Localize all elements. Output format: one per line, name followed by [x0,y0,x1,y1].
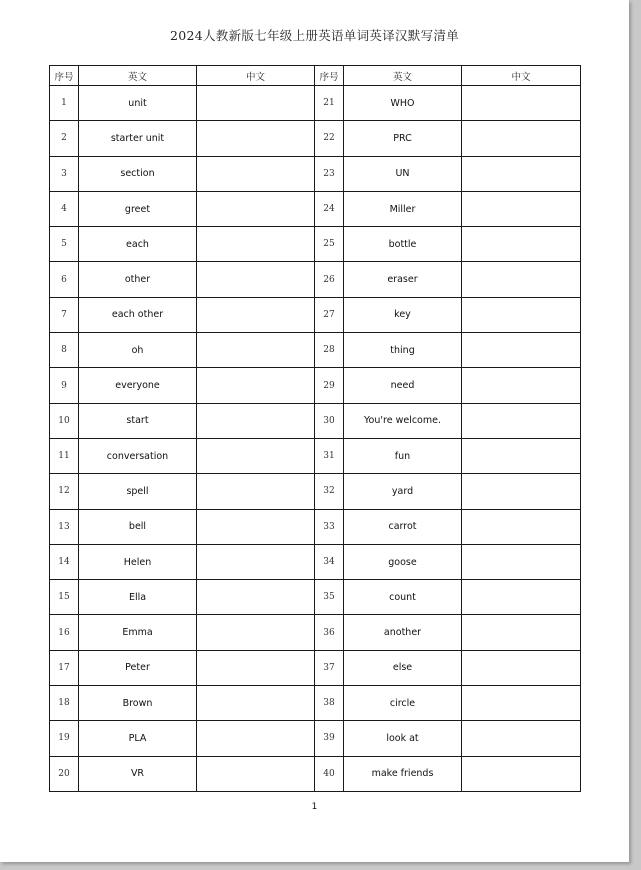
row-number: 33 [315,509,344,544]
row-number: 37 [315,650,344,685]
row-number: 23 [315,156,344,191]
english-word: Miller [344,191,462,226]
english-word: else [344,650,462,685]
english-word: section [79,156,197,191]
chinese-answer-cell[interactable] [462,721,581,756]
table-body [50,86,581,792]
row-number: 30 [315,403,344,438]
english-word: Ella [79,580,197,615]
table-header-row [50,66,581,86]
english-word: VR [79,756,197,791]
row-number: 19 [50,721,79,756]
table-row [50,368,581,403]
english-word: carrot [344,509,462,544]
english-word: UN [344,156,462,191]
row-number: 22 [315,121,344,156]
table-row [50,721,581,756]
row-number: 21 [315,86,344,121]
table-row [50,121,581,156]
chinese-answer-cell[interactable] [462,650,581,685]
english-word: Brown [79,686,197,721]
row-number: 24 [315,191,344,226]
row-number: 28 [315,333,344,368]
row-number: 31 [315,438,344,473]
row-number: 27 [315,297,344,332]
row-number: 32 [315,474,344,509]
english-word: bell [79,509,197,544]
row-number: 29 [315,368,344,403]
english-word: spell [79,474,197,509]
chinese-answer-cell[interactable] [462,121,581,156]
row-number: 14 [50,544,79,579]
chinese-answer-cell[interactable] [197,721,315,756]
chinese-answer-cell[interactable] [197,615,315,650]
header-english-left: 英文 [79,66,197,86]
english-word: Helen [79,544,197,579]
row-number: 9 [50,368,79,403]
english-word: start [79,403,197,438]
table-row [50,544,581,579]
row-number: 36 [315,615,344,650]
english-word: Emma [79,615,197,650]
english-word: PRC [344,121,462,156]
chinese-answer-cell[interactable] [462,262,581,297]
english-word: each [79,227,197,262]
chinese-answer-cell[interactable] [462,227,581,262]
row-number: 25 [315,227,344,262]
chinese-answer-cell[interactable] [462,333,581,368]
chinese-answer-cell[interactable] [197,121,315,156]
chinese-answer-cell[interactable] [197,509,315,544]
page-number: 1 [311,802,318,812]
table-row [50,86,581,121]
chinese-answer-cell[interactable] [462,297,581,332]
chinese-answer-cell[interactable] [197,580,315,615]
table-row [50,580,581,615]
table-row [50,756,581,791]
table-row [50,615,581,650]
english-word: need [344,368,462,403]
row-number: 12 [50,474,79,509]
chinese-answer-cell[interactable] [462,756,581,791]
chinese-answer-cell[interactable] [197,262,315,297]
english-word: PLA [79,721,197,756]
chinese-answer-cell[interactable] [462,544,581,579]
english-word: unit [79,86,197,121]
table-row [50,156,581,191]
chinese-answer-cell[interactable] [197,191,315,226]
english-word: oh [79,333,197,368]
english-word: other [79,262,197,297]
chinese-answer-cell[interactable] [197,474,315,509]
chinese-answer-cell[interactable] [462,191,581,226]
chinese-answer-cell[interactable] [197,333,315,368]
chinese-answer-cell[interactable] [462,509,581,544]
english-word: another [344,615,462,650]
chinese-answer-cell[interactable] [197,368,315,403]
chinese-answer-cell[interactable] [462,86,581,121]
english-word: key [344,297,462,332]
row-number: 7 [50,297,79,332]
row-number: 16 [50,615,79,650]
row-number: 17 [50,650,79,685]
header-index-left: 序号 [50,66,79,86]
english-word: WHO [344,86,462,121]
english-word: bottle [344,227,462,262]
chinese-answer-cell[interactable] [462,403,581,438]
row-number: 20 [50,756,79,791]
english-word: look at [344,721,462,756]
row-number: 18 [50,686,79,721]
row-number: 1 [50,86,79,121]
row-number: 2 [50,121,79,156]
chinese-answer-cell[interactable] [462,156,581,191]
english-word: You're welcome. [344,403,462,438]
english-word: starter unit [79,121,197,156]
english-word: Peter [79,650,197,685]
row-number: 6 [50,262,79,297]
row-number: 11 [50,438,79,473]
vocabulary-table [49,65,581,792]
header-chinese-left: 中文 [197,66,315,86]
row-number: 15 [50,580,79,615]
chinese-answer-cell[interactable] [462,474,581,509]
row-number: 5 [50,227,79,262]
chinese-answer-cell[interactable] [197,86,315,121]
english-word: conversation [79,438,197,473]
header-english-right: 英文 [344,66,462,86]
table-row [50,262,581,297]
english-word: count [344,580,462,615]
table-row [50,438,581,473]
document-title: 2024人教新版七年级上册英语单词英译汉默写清单 [169,28,459,43]
table-row [50,403,581,438]
row-number: 26 [315,262,344,297]
english-word: fun [344,438,462,473]
row-number: 4 [50,191,79,226]
english-word: goose [344,544,462,579]
chinese-answer-cell[interactable] [462,580,581,615]
english-word: greet [79,191,197,226]
chinese-answer-cell[interactable] [197,686,315,721]
chinese-answer-cell[interactable] [462,615,581,650]
chinese-answer-cell[interactable] [197,756,315,791]
chinese-answer-cell[interactable] [197,227,315,262]
table-row [50,686,581,721]
english-word: make friends [344,756,462,791]
english-word: yard [344,474,462,509]
header-chinese-right: 中文 [462,66,581,86]
row-number: 8 [50,333,79,368]
row-number: 3 [50,156,79,191]
table-row [50,191,581,226]
chinese-answer-cell[interactable] [197,403,315,438]
english-word: each other [79,297,197,332]
table-row [50,650,581,685]
chinese-answer-cell[interactable] [462,686,581,721]
row-number: 39 [315,721,344,756]
row-number: 35 [315,580,344,615]
english-word: circle [344,686,462,721]
row-number: 34 [315,544,344,579]
chinese-answer-cell[interactable] [197,438,315,473]
header-index-right: 序号 [315,66,344,86]
row-number: 38 [315,686,344,721]
row-number: 10 [50,403,79,438]
chinese-answer-cell[interactable] [197,544,315,579]
chinese-answer-cell[interactable] [197,650,315,685]
english-word: eraser [344,262,462,297]
english-word: thing [344,333,462,368]
chinese-answer-cell[interactable] [462,438,581,473]
table-row [50,227,581,262]
row-number: 13 [50,509,79,544]
table-row [50,509,581,544]
table-row [50,474,581,509]
table-row [50,297,581,332]
english-word: everyone [79,368,197,403]
chinese-answer-cell[interactable] [197,297,315,332]
chinese-answer-cell[interactable] [462,368,581,403]
row-number: 40 [315,756,344,791]
chinese-answer-cell[interactable] [197,156,315,191]
table-row [50,333,581,368]
